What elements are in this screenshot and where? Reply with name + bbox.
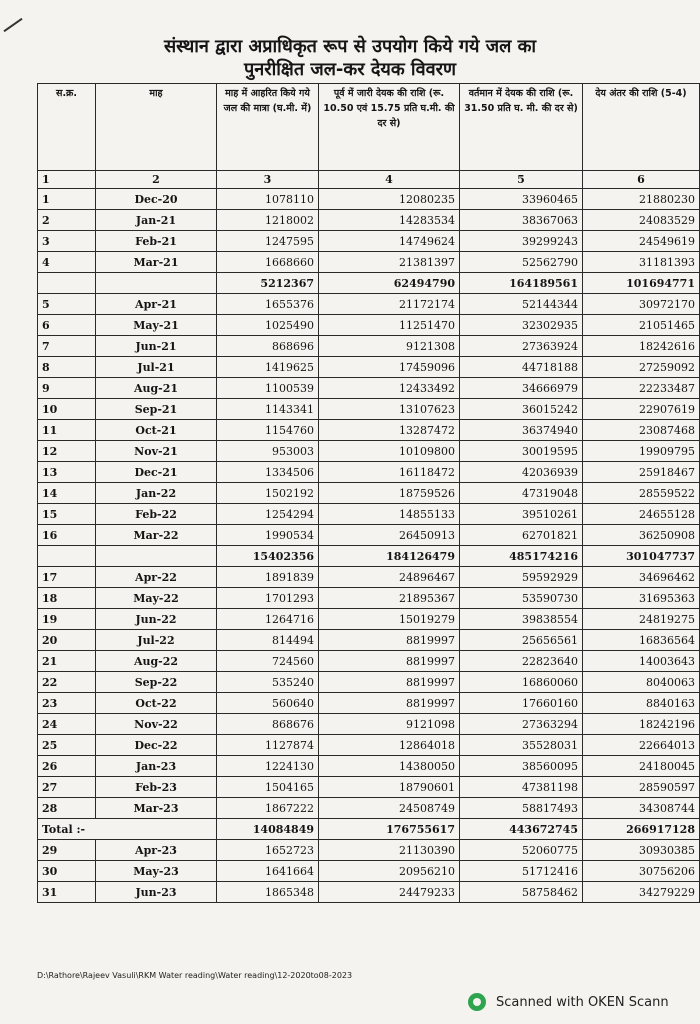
previous-bill-cell: 18759526	[319, 483, 460, 504]
table-row	[38, 420, 700, 441]
quantity-cell: 1990534	[217, 525, 319, 546]
serial-cell: 5	[38, 294, 96, 315]
month-cell: May-23	[96, 861, 217, 882]
difference-cell: 22233487	[583, 378, 700, 399]
document-title-line1: संस्थान द्वारा अप्राधिकृत रूप से उपयोग किये गये जल का	[163, 36, 537, 57]
current-bill-cell: 164189561	[460, 273, 583, 294]
quantity-cell: 1652723	[217, 840, 319, 861]
serial-cell: 16	[38, 525, 96, 546]
previous-bill-cell: 8819997	[319, 693, 460, 714]
quantity-cell: 1247595	[217, 231, 319, 252]
current-bill-cell: 32302935	[460, 315, 583, 336]
table-row	[38, 756, 700, 777]
serial-cell: 27	[38, 777, 96, 798]
table-row	[38, 189, 700, 210]
month-cell: May-22	[96, 588, 217, 609]
scanner-label: Scanned with OKEN Scann	[496, 994, 669, 1010]
current-bill-cell: 17660160	[460, 693, 583, 714]
quantity-cell: 1025490	[217, 315, 319, 336]
quantity-cell: 1218002	[217, 210, 319, 231]
current-bill-cell: 30019595	[460, 441, 583, 462]
month-cell: Jun-21	[96, 336, 217, 357]
month-cell: Jul-21	[96, 357, 217, 378]
current-bill-cell: 34666979	[460, 378, 583, 399]
current-bill-cell: 22823640	[460, 651, 583, 672]
column-number: 2	[96, 171, 217, 189]
current-bill-cell: 33960465	[460, 189, 583, 210]
difference-cell: 14003643	[583, 651, 700, 672]
header-month: माह	[96, 84, 217, 171]
quantity-cell: 1154760	[217, 420, 319, 441]
current-bill-cell: 38367063	[460, 210, 583, 231]
month-cell: Nov-21	[96, 441, 217, 462]
serial-cell: 7	[38, 336, 96, 357]
difference-cell: 19909795	[583, 441, 700, 462]
previous-bill-cell: 24896467	[319, 567, 460, 588]
scanner-logo-icon	[468, 993, 486, 1011]
previous-bill-cell: 21130390	[319, 840, 460, 861]
serial-cell: 31	[38, 882, 96, 903]
quantity-cell: 560640	[217, 693, 319, 714]
column-number: 4	[319, 171, 460, 189]
serial-cell: 17	[38, 567, 96, 588]
current-bill-cell: 59592929	[460, 567, 583, 588]
previous-bill-cell: 12080235	[319, 189, 460, 210]
header-water-quantity: माह में आहरित किये गये जल की मात्रा (घ.मी. में)	[217, 84, 319, 171]
table-row	[38, 672, 700, 693]
current-bill-cell: 38560095	[460, 756, 583, 777]
serial-cell: 10	[38, 399, 96, 420]
month-cell: Feb-21	[96, 231, 217, 252]
quantity-cell: 1891839	[217, 567, 319, 588]
previous-bill-cell: 12433492	[319, 378, 460, 399]
table-row	[38, 840, 700, 861]
serial-cell: 14	[38, 483, 96, 504]
serial-cell: 3	[38, 231, 96, 252]
current-bill-cell: 27363294	[460, 714, 583, 735]
difference-cell: 27259092	[583, 357, 700, 378]
quantity-cell: 535240	[217, 672, 319, 693]
month-cell: Feb-22	[96, 504, 217, 525]
month-cell: Jan-21	[96, 210, 217, 231]
table-row	[38, 525, 700, 546]
quantity-cell: 1502192	[217, 483, 319, 504]
serial-cell: 6	[38, 315, 96, 336]
current-bill-cell: 25656561	[460, 630, 583, 651]
month-cell: Aug-22	[96, 651, 217, 672]
serial-cell: 12	[38, 441, 96, 462]
previous-bill-cell: 184126479	[319, 546, 460, 567]
current-bill-cell: 52060775	[460, 840, 583, 861]
quantity-cell: 14084849	[217, 819, 319, 840]
quantity-cell: 1504165	[217, 777, 319, 798]
serial-cell: 29	[38, 840, 96, 861]
quantity-cell: 724560	[217, 651, 319, 672]
serial-cell: 28	[38, 798, 96, 819]
scanner-watermark	[468, 993, 669, 1011]
difference-cell: 22664013	[583, 735, 700, 756]
previous-bill-cell: 14380050	[319, 756, 460, 777]
difference-cell: 101694771	[583, 273, 700, 294]
table-row	[38, 630, 700, 651]
current-bill-cell: 16860060	[460, 672, 583, 693]
difference-cell: 24655128	[583, 504, 700, 525]
quantity-cell: 1254294	[217, 504, 319, 525]
table-row	[38, 861, 700, 882]
previous-bill-cell: 20956210	[319, 861, 460, 882]
current-bill-cell: 58817493	[460, 798, 583, 819]
difference-cell: 34308744	[583, 798, 700, 819]
quantity-cell: 1668660	[217, 252, 319, 273]
current-bill-cell: 47319048	[460, 483, 583, 504]
difference-cell: 30756206	[583, 861, 700, 882]
column-number: 1	[38, 171, 96, 189]
difference-cell: 18242616	[583, 336, 700, 357]
quantity-cell: 1419625	[217, 357, 319, 378]
table-row	[38, 588, 700, 609]
current-bill-cell: 52144344	[460, 294, 583, 315]
quantity-cell: 1100539	[217, 378, 319, 399]
serial-cell: 22	[38, 672, 96, 693]
month-cell: Dec-21	[96, 462, 217, 483]
month-cell: Oct-21	[96, 420, 217, 441]
table-row	[38, 504, 700, 525]
table-row	[38, 294, 700, 315]
table-row	[38, 651, 700, 672]
table-row	[38, 357, 700, 378]
quantity-cell: 1127874	[217, 735, 319, 756]
previous-bill-cell: 14749624	[319, 231, 460, 252]
previous-bill-cell: 13287472	[319, 420, 460, 441]
quantity-cell: 1264716	[217, 609, 319, 630]
month-cell: Jun-22	[96, 609, 217, 630]
serial-cell: 1	[38, 189, 96, 210]
water-tax-table	[37, 83, 700, 903]
previous-bill-cell: 14855133	[319, 504, 460, 525]
difference-cell: 266917128	[583, 819, 700, 840]
month-cell: Mar-21	[96, 252, 217, 273]
quantity-cell: 5212367	[217, 273, 319, 294]
total-row	[38, 819, 700, 840]
table-row	[38, 714, 700, 735]
serial-cell: 21	[38, 651, 96, 672]
table-row	[38, 441, 700, 462]
previous-bill-cell: 176755617	[319, 819, 460, 840]
previous-bill-cell: 13107623	[319, 399, 460, 420]
month-cell: Nov-22	[96, 714, 217, 735]
current-bill-cell: 53590730	[460, 588, 583, 609]
previous-bill-cell: 21381397	[319, 252, 460, 273]
difference-cell: 36250908	[583, 525, 700, 546]
quantity-cell: 1865348	[217, 882, 319, 903]
month-cell: Mar-22	[96, 525, 217, 546]
current-bill-cell: 36374940	[460, 420, 583, 441]
table-row	[38, 483, 700, 504]
table-row	[38, 777, 700, 798]
current-bill-cell: 42036939	[460, 462, 583, 483]
difference-cell: 34696462	[583, 567, 700, 588]
month-cell: May-21	[96, 315, 217, 336]
month-cell	[96, 546, 217, 567]
quantity-cell: 1224130	[217, 756, 319, 777]
table-row	[38, 735, 700, 756]
previous-bill-cell: 21172174	[319, 294, 460, 315]
serial-cell: 8	[38, 357, 96, 378]
current-bill-cell: 52562790	[460, 252, 583, 273]
pen-mark	[3, 18, 22, 32]
table-row	[38, 882, 700, 903]
month-cell: Sep-21	[96, 399, 217, 420]
serial-cell: 25	[38, 735, 96, 756]
table-body	[38, 189, 700, 903]
serial-cell: 26	[38, 756, 96, 777]
difference-cell: 8840163	[583, 693, 700, 714]
month-cell: Mar-23	[96, 798, 217, 819]
quantity-cell: 814494	[217, 630, 319, 651]
previous-bill-cell: 9121098	[319, 714, 460, 735]
document-title-line2: पुनरीक्षित जल-कर देयक विवरण	[244, 59, 456, 80]
difference-cell: 18242196	[583, 714, 700, 735]
current-bill-cell: 443672745	[460, 819, 583, 840]
difference-cell: 24083529	[583, 210, 700, 231]
current-bill-cell: 51712416	[460, 861, 583, 882]
previous-bill-cell: 8819997	[319, 630, 460, 651]
table-row	[38, 378, 700, 399]
serial-cell: 2	[38, 210, 96, 231]
serial-cell: 15	[38, 504, 96, 525]
difference-cell: 31695363	[583, 588, 700, 609]
month-cell: Aug-21	[96, 378, 217, 399]
difference-cell: 25918467	[583, 462, 700, 483]
month-cell: Apr-22	[96, 567, 217, 588]
table-row	[38, 399, 700, 420]
quantity-cell: 1641664	[217, 861, 319, 882]
header-serial: स.क्र.	[38, 84, 96, 171]
month-cell: Apr-21	[96, 294, 217, 315]
table-row	[38, 231, 700, 252]
serial-cell: 18	[38, 588, 96, 609]
difference-cell: 16836564	[583, 630, 700, 651]
previous-bill-cell: 21895367	[319, 588, 460, 609]
difference-cell: 24549619	[583, 231, 700, 252]
quantity-cell: 1334506	[217, 462, 319, 483]
difference-cell: 28559522	[583, 483, 700, 504]
serial-cell: 4	[38, 252, 96, 273]
column-number: 3	[217, 171, 319, 189]
current-bill-cell: 36015242	[460, 399, 583, 420]
previous-bill-cell: 8819997	[319, 651, 460, 672]
table-row	[38, 798, 700, 819]
previous-bill-cell: 18790601	[319, 777, 460, 798]
previous-bill-cell: 26450913	[319, 525, 460, 546]
column-number-row	[38, 171, 700, 189]
difference-cell: 301047737	[583, 546, 700, 567]
difference-cell: 30930385	[583, 840, 700, 861]
previous-bill-cell: 24479233	[319, 882, 460, 903]
quantity-cell: 868696	[217, 336, 319, 357]
total-label: Total :-	[38, 819, 217, 840]
difference-cell: 21880230	[583, 189, 700, 210]
serial-cell: 30	[38, 861, 96, 882]
current-bill-cell: 47381198	[460, 777, 583, 798]
previous-bill-cell: 9121308	[319, 336, 460, 357]
month-cell	[96, 273, 217, 294]
difference-cell: 23087468	[583, 420, 700, 441]
previous-bill-cell: 14283534	[319, 210, 460, 231]
serial-cell: 9	[38, 378, 96, 399]
header-previous-bill: पूर्व में जारी देयक की राशि (रू. 10.50 एवं 15.75 प्रति घ.मी. की दर से)	[319, 84, 460, 171]
serial-cell	[38, 546, 96, 567]
month-cell: Jul-22	[96, 630, 217, 651]
current-bill-cell: 39299243	[460, 231, 583, 252]
subtotal-row	[38, 546, 700, 567]
header-difference: देय अंतर की राशि (5-4)	[583, 84, 700, 171]
table-row	[38, 693, 700, 714]
quantity-cell: 1143341	[217, 399, 319, 420]
month-cell: Oct-22	[96, 693, 217, 714]
difference-cell: 30972170	[583, 294, 700, 315]
quantity-cell: 1078110	[217, 189, 319, 210]
quantity-cell: 15402356	[217, 546, 319, 567]
serial-cell: 20	[38, 630, 96, 651]
column-number: 5	[460, 171, 583, 189]
quantity-cell: 1655376	[217, 294, 319, 315]
current-bill-cell: 485174216	[460, 546, 583, 567]
previous-bill-cell: 16118472	[319, 462, 460, 483]
quantity-cell: 953003	[217, 441, 319, 462]
current-bill-cell: 44718188	[460, 357, 583, 378]
difference-cell: 22907619	[583, 399, 700, 420]
table-row	[38, 462, 700, 483]
table-row	[38, 609, 700, 630]
current-bill-cell: 39510261	[460, 504, 583, 525]
previous-bill-cell: 15019279	[319, 609, 460, 630]
quantity-cell: 1701293	[217, 588, 319, 609]
previous-bill-cell: 8819997	[319, 672, 460, 693]
serial-cell: 19	[38, 609, 96, 630]
current-bill-cell: 35528031	[460, 735, 583, 756]
difference-cell: 34279229	[583, 882, 700, 903]
table-row	[38, 252, 700, 273]
table-row	[38, 567, 700, 588]
serial-cell	[38, 273, 96, 294]
quantity-cell: 1867222	[217, 798, 319, 819]
month-cell: Jan-23	[96, 756, 217, 777]
serial-cell: 11	[38, 420, 96, 441]
previous-bill-cell: 10109800	[319, 441, 460, 462]
month-cell: Feb-23	[96, 777, 217, 798]
month-cell: Jan-22	[96, 483, 217, 504]
column-number: 6	[583, 171, 700, 189]
current-bill-cell: 27363924	[460, 336, 583, 357]
difference-cell: 28590597	[583, 777, 700, 798]
current-bill-cell: 62701821	[460, 525, 583, 546]
serial-cell: 13	[38, 462, 96, 483]
difference-cell: 24819275	[583, 609, 700, 630]
difference-cell: 8040063	[583, 672, 700, 693]
difference-cell: 24180045	[583, 756, 700, 777]
month-cell: Jun-23	[96, 882, 217, 903]
table-row	[38, 336, 700, 357]
month-cell: Apr-23	[96, 840, 217, 861]
month-cell: Dec-22	[96, 735, 217, 756]
difference-cell: 21051465	[583, 315, 700, 336]
previous-bill-cell: 11251470	[319, 315, 460, 336]
table-row	[38, 315, 700, 336]
quantity-cell: 868676	[217, 714, 319, 735]
table-row	[38, 210, 700, 231]
previous-bill-cell: 24508749	[319, 798, 460, 819]
difference-cell: 31181393	[583, 252, 700, 273]
header-current-bill: वर्तमान में देयक की राशि (रू. 31.50 प्रति घ. मी. की दर से)	[460, 84, 583, 171]
subtotal-row	[38, 273, 700, 294]
serial-cell: 23	[38, 693, 96, 714]
month-cell: Sep-22	[96, 672, 217, 693]
file-path-footer: D:\Rathore\Rajeev Vasuli\RKM Water reading\Water reading\12-2020to08-2023	[37, 971, 353, 980]
previous-bill-cell: 12864018	[319, 735, 460, 756]
previous-bill-cell: 17459096	[319, 357, 460, 378]
current-bill-cell: 39838554	[460, 609, 583, 630]
month-cell: Dec-20	[96, 189, 217, 210]
previous-bill-cell: 62494790	[319, 273, 460, 294]
current-bill-cell: 58758462	[460, 882, 583, 903]
serial-cell: 24	[38, 714, 96, 735]
